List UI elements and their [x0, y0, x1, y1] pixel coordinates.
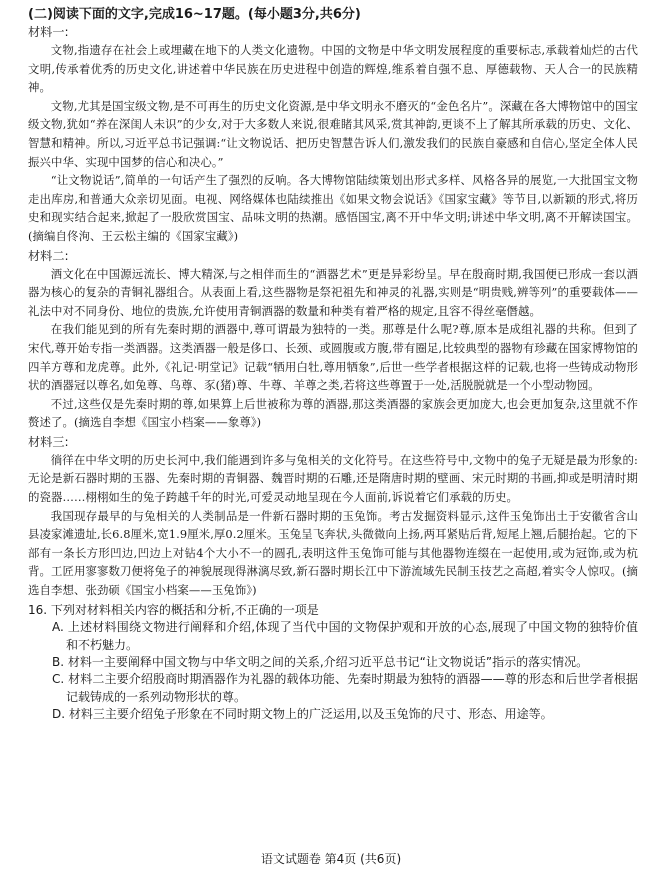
- paragraph: 酒文化在中国源远流长、博大精深,与之相伴而生的“酒器艺术”更是异彩纷呈。早在殷商时期,我国便已形成一套以酒器为核心的复杂的青铜礼器组合。从表面上看,这些器物是祭祀祖先和神灵的礼器,实则是“明贵贱,辨等列”的重要载体——礼法中对不同身份、地位的贵族,允许使用青铜酒器的数量和种类有着严格的规定,且容不得丝毫僭越。: [28, 266, 638, 318]
- material-one: [28, 24, 638, 246]
- paragraph: “让文物说话”,简单的一句话产生了强烈的反响。各大博物馆陆续策划出形式多样、风格各异的展览,一大批国宝文物走出库房,和普通大众亲切见面。电视、网络媒体也陆续推出《如果文物会说话》《国家宝藏》等节目,以新颖的形式,将历史和现实结合起来,掀起了一股欣赏国宝、品味文明的热潮。感悟国宝,离不开中华文明;讲述中华文明,离不开解读国宝。(摘编自佟洵、王云松主编的《国家宝藏》): [28, 173, 638, 243]
- section-heading: (二)阅读下面的文字,完成16~17题。(每小题3分,共6分): [28, 7, 361, 22]
- question-16: [28, 602, 638, 724]
- paragraph: 我国现存最早的与兔相关的人类制品是一件新石器时期的玉兔饰。考古发掘资料显示,这件玉兔饰出土于安徽省含山县凌家滩遗址,长6.8厘米,宽1.9厘米,厚0.2厘米。玉兔呈飞奔状,头微微向上扬,两耳紧贴后背,短尾上翘,后腿抬起。它的下部有一条长方形凹边,凹边上对钻4个大小不一的圆孔,表明这件玉兔饰可能与其他器物连缀在一起使用,或为冠饰,或为杭背。工匠用寥寥数刀便将兔子的神貌展现得淋漓尽致,新石器时期长江中下游流域先民制玉技艺之高超,着实令人惊叹。(摘选自李想、张劲硕《国宝小档案——玉兔饰》): [28, 508, 638, 598]
- paragraph: 不过,这些仅是先秦时期的尊,如果算上后世被称为尊的酒器,那这类酒器的家族会更加庞大,也会更加复杂,这里就不作赘述了。(摘选自李想《国宝小档案——象尊》): [28, 396, 638, 430]
- paragraph: 文物,指遗存在社会上或埋藏在地下的人类文化遗物。中国的文物是中华文明发展程度的重要标志,承载着灿烂的古代文明,传承着优秀的历史文化,讲述着中华民族在历史进程中创造的辉煌,维系着自强不息、厚德载物、天人合一的民族精神。: [28, 43, 638, 95]
- material-title: 材料三:: [28, 434, 69, 449]
- option-a[interactable]: A. 上述材料围绕文物进行阐释和介绍,体现了当代中国的文物保护观和开放的心态,展现了中国文物的独特价值和不朽魅力。: [52, 620, 638, 652]
- material-title: 材料二:: [28, 248, 69, 263]
- material-title: 材料一:: [28, 25, 69, 39]
- paragraph: 在我们能见到的所有先秦时期的酒器中,尊可谓最为独特的一类。那尊是什么呢?尊,原本是成组礼器的共称。但到了宋代,尊开始专指一类酒器。这类酒器一般是侈口、长颈、或圆腹或方腹,带有圈足,比较典型的器物有珍藏在国家博物馆的四羊方尊和龙虎尊。此外,《礼记·明堂记》记载“牺用白牡,尊用牺象”,后世一些学者根据这样的记载,也将一些铸成动物形状的酒器冠以尊名,如兔尊、鸟尊、豕(猪)尊、牛尊、羊尊之类,若将这些尊置于一处,活脱脱就是一个小型动物园。: [28, 322, 638, 393]
- paragraph: 徜徉在中华文明的历史长河中,我们能遇到许多与兔相关的文化符号。在这些符号中,文物中的兔子无疑是最为形象的:无论是新石器时期的玉器、先秦时期的青铜器、魏晋时期的石雕,还是隋唐时期的壁画、宋元时期的书画,抑或是明清时期的瓷器……栩栩如生的兔子跨越千年的时光,可爱灵动地呈现在今人面前,诉说着它们承载的历史。: [28, 452, 638, 505]
- option-c[interactable]: C. 材料二主要介绍殷商时期酒器作为礼器的载体功能、先秦时期最为独特的酒器——尊的形态和后世学者根据记载铸成的一系列动物形状的尊。: [52, 672, 638, 704]
- option-b[interactable]: B. 材料一主要阐释中国文物与中华文明之间的关系,介绍习近平总书记“让文物说话”指示的落实情况。: [52, 654, 589, 669]
- material-three: [28, 434, 638, 600]
- page-footer: 语文试题卷 第4页 (共6页): [260, 852, 402, 866]
- question-stem: 16. 下列对材料相关内容的概括和分析,不正确的一项是: [28, 602, 319, 617]
- material-two: [28, 248, 638, 432]
- paragraph: 文物,尤其是国宝级文物,是不可再生的历史文化资源,是中华文明永不磨灭的“金色名片”。深藏在各大博物馆中的国宝级文物,犹如“养在深闺人未识”的少女,对于大多数人来说,很难睹其风采,赏其神韵,更谈不上了解其所承载的历史、文化、智慧和精神。所以,习近平总书记强调:“让文物说话、把历史智慧告诉人们,激发我们的民族自豪感和自信心,坚定全体人民振兴中华、实现中国梦的信心和决心。”: [28, 98, 638, 169]
- option-d[interactable]: D. 材料三主要介绍兔子形象在不同时期文物上的广泛运用,以及玉兔饰的尺寸、形态、用途等。: [52, 707, 553, 722]
